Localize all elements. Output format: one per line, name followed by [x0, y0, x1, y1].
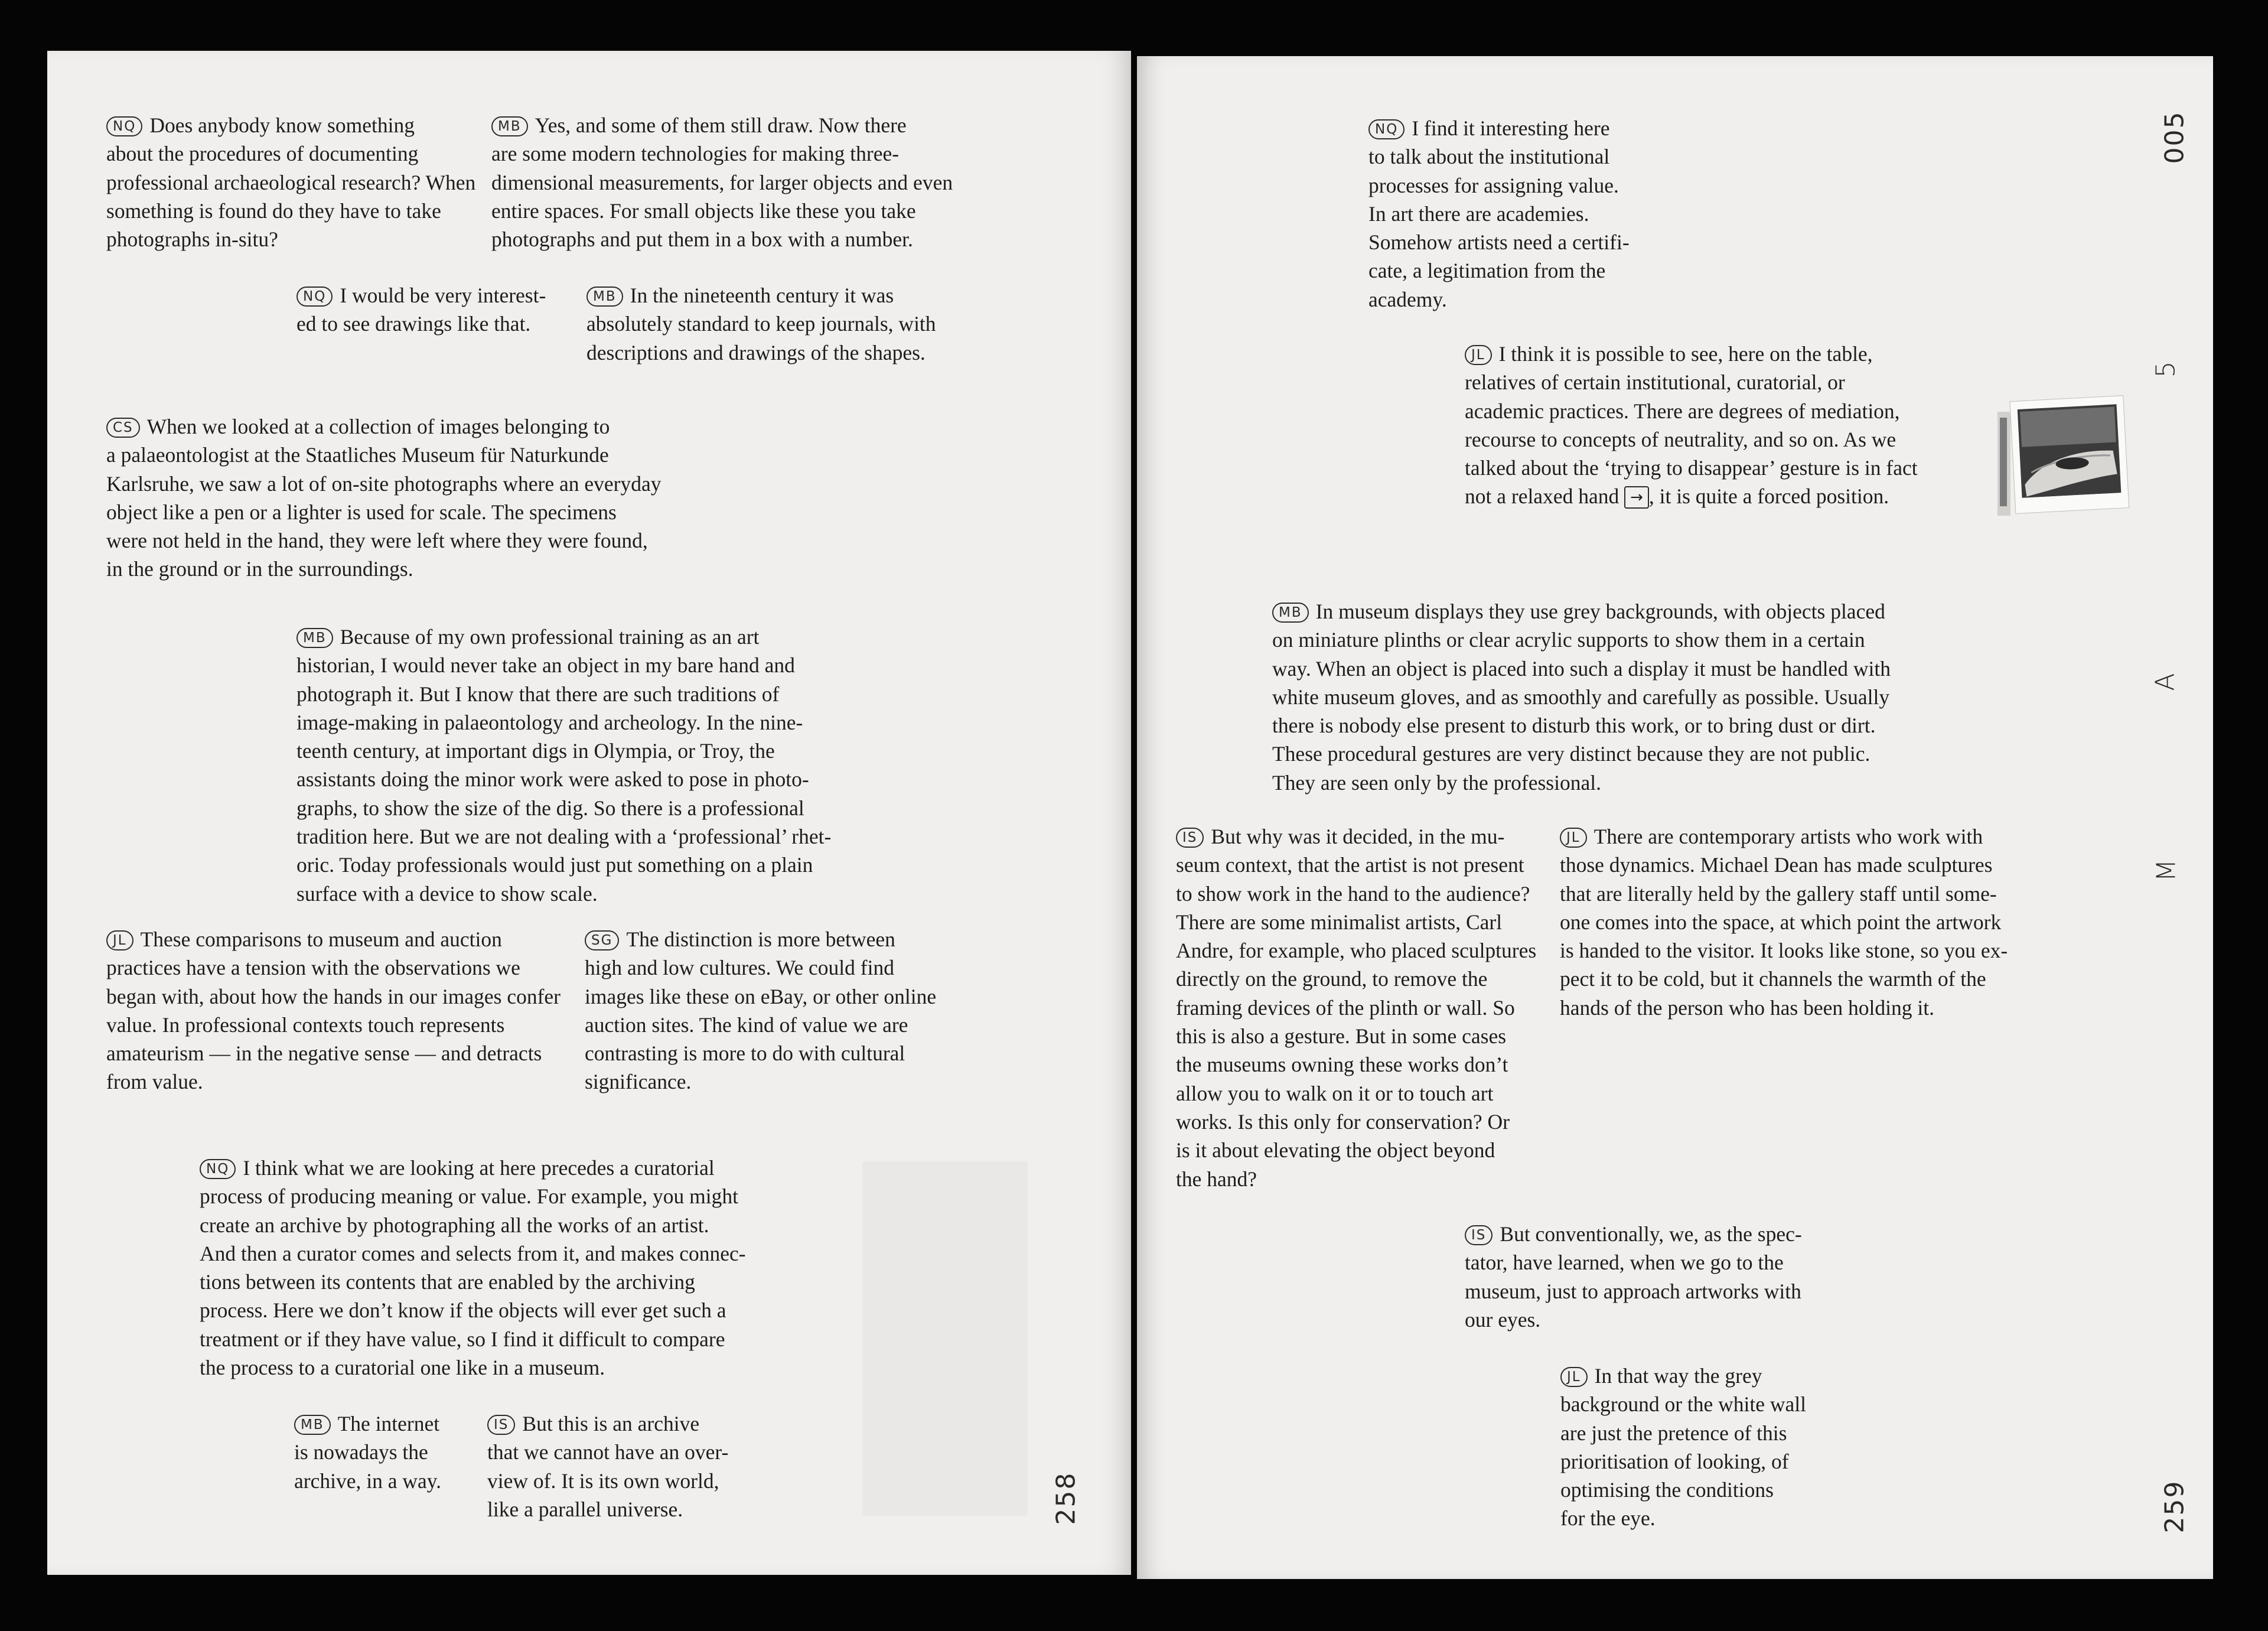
- side-letter-a: A: [2150, 673, 2181, 691]
- dialogue-block-jl-4: JL In that way the grey background or the white wall are just the pretence of this prioritisation of looking, of optimising the conditions for the eye.: [1560, 1364, 1807, 1531]
- dialogue-block-nq-1: NQ Does anybody know something about the procedures of documenting professional archaeological research? When something is found do they have to take photographs in-situ?: [106, 113, 476, 252]
- speaker-badge: JL: [106, 930, 133, 950]
- dialogue-block-mb-1: MB Yes, and some of them still draw. Now there are some modern technologies for making three- dimensional measurements, for larger objects and even entire spaces. For small objects like these you take photographs and put them in a box with a number.: [491, 113, 953, 252]
- dialogue-block-jl-3: JL There are contemporary artists who work with those dynamics. Michael Dean has made sculptures that are literally held by the gallery staff until some- one comes into the space, at which point the artwork is handed to the visitor. It looks like stone, so you ex- pect it to be cold, but it channels the warmth of the hands of the person who has been holding it.: [1560, 825, 2008, 1020]
- dialogue-block-nq-4: NQ I find it interesting here to talk about the institutional processes for assigning value. In art there are academies. Somehow artists need a certifi- cate, a legitimation from the academy.: [1368, 116, 1630, 311]
- speaker-badge: NQ: [296, 287, 333, 307]
- speaker-badge: NQ: [106, 116, 142, 136]
- speaker-badge: MB: [1272, 603, 1309, 623]
- speaker-badge: MB: [491, 116, 528, 136]
- page-number: 258: [1051, 1472, 1081, 1525]
- dialogue-block-nq-2: NQ I would be very interest- ed to see drawings like that.: [296, 284, 546, 336]
- dialogue-block-mb-4: MB The internet is nowadays the archive, in a way.: [294, 1412, 442, 1493]
- speaker-badge: NQ: [1368, 119, 1405, 139]
- arrow-right-icon: →: [1624, 486, 1649, 509]
- speaker-badge: JL: [1560, 828, 1587, 848]
- section-number: 005: [2159, 110, 2190, 164]
- speaker-badge: MB: [294, 1415, 331, 1435]
- hand-photograph: [1995, 394, 2135, 519]
- dialogue-block-cs-1: CS When we looked at a collection of images belonging to a palaeontologist at the Staatliches Museum für Naturkunde Karlsruhe, we saw a lot of on-site photographs where an everyday object like a pen or a lighter is used for scale. The specimens were not held in the hand, they were left where they were found, in the ground or in the surroundings.: [106, 415, 662, 581]
- speaker-badge: JL: [1560, 1367, 1588, 1387]
- side-letter-5: 5: [2150, 361, 2181, 378]
- dialogue-block-jl-2: JL I think it is possible to see, here on the table, relatives of certain institutional, curatorial, or academic practices. There are degrees of mediation, recourse to concepts of neutrality, and so on. As we talked about the ‘trying to disappear’ gesture is in fact not a relaxed hand → , it is quite a forced position.: [1465, 342, 1918, 509]
- speaker-badge: JL: [1465, 345, 1492, 365]
- left-page: [47, 51, 1131, 1575]
- speaker-badge: CS: [106, 418, 140, 438]
- dialogue-block-sg-1: SG The distinction is more between high and low cultures. We could find images like these on eBay, or other online auction sites. The kind of value we are contrasting is more to do with cultural significance.: [585, 927, 937, 1094]
- page-number: 259: [2159, 1480, 2190, 1534]
- right-page: [1137, 56, 2213, 1579]
- dialogue-block-mb-3: MB Because of my own professional training as an art historian, I would never take an object in my bare hand and photograph it. But I know that there are such traditions of image-making in palaeontology and archeology. In the nine- teenth century, at important digs in Olympia, or Troy, the assistants doing the minor work were asked to pose in photo- graphs, to show the size of the dig. So there is a professional tradition here. But we are not dealing with a ‘professional’ rhet- oric. Today professionals would just put something on a plain surface with a device to show scale.: [296, 625, 832, 906]
- speaker-badge: IS: [1465, 1225, 1493, 1245]
- speaker-badge: MB: [586, 287, 623, 307]
- dialogue-block-is-2: IS But why was it decided, in the mu- seum context, that the artist is not present to show work in the hand to the audience? There are some minimalist artists, Carl Andre, for example, who placed sculptures directly on the ground, to remove the framing devices of the plinth or wall. So this is also a gesture. But in some cases the museums owning these works don’t allow you to walk on it or to touch art works. Is this only for conservation? Or is it about elevating the object beyond the hand?: [1176, 825, 1537, 1191]
- speaker-badge: NQ: [200, 1159, 236, 1179]
- dialogue-block-nq-3: NQ I think what we are looking at here precedes a curatorial process of producing meaning or value. For example, you might create an archive by photographing all the works of an artist. And then a curator comes and selects from it, and makes connec- tions between its contents that are enabled by the archiving process. Here we don’t know if the objects will ever get such a treatment or if they have value, so I find it difficult to compare the process to a curatorial one like in a museum.: [200, 1156, 746, 1380]
- speaker-badge: IS: [1176, 828, 1204, 848]
- dialogue-block-is-1: IS But this is an archive that we cannot have an over- view of. It is its own world, like a parallel universe.: [487, 1412, 729, 1521]
- dialogue-block-mb-2: MB In the nineteenth century it was absolutely standard to keep journals, with descriptions and drawings of the shapes.: [586, 284, 936, 364]
- dialogue-block-mb-5: MB In museum displays they use grey backgrounds, with objects placed on miniature plinths or clear acrylic supports to show them in a certain way. When an object is placed into such a display it must be handled with white museum gloves, and as smoothly and carefully as possible. Usually there is nobody else present to disturb this work, or to bring dust or dirt. These procedural gestures are very distinct because they are not public. They are seen only by the professional.: [1272, 600, 1891, 795]
- side-letter-m: M: [2151, 859, 2182, 882]
- speaker-badge: MB: [296, 628, 333, 648]
- speaker-badge: IS: [487, 1415, 515, 1435]
- dialogue-block-jl-1: JL These comparisons to museum and auction practices have a tension with the observations we began with, about how the hands in our images confer value. In professional contexts touch represents amateurism — in the negative sense — and detracts from value.: [106, 927, 561, 1094]
- speaker-badge: SG: [585, 930, 619, 950]
- dialogue-block-is-3: IS But conventionally, we, as the spec- tator, have learned, when we go to the museum, just to approach artworks with our eyes.: [1465, 1222, 1802, 1332]
